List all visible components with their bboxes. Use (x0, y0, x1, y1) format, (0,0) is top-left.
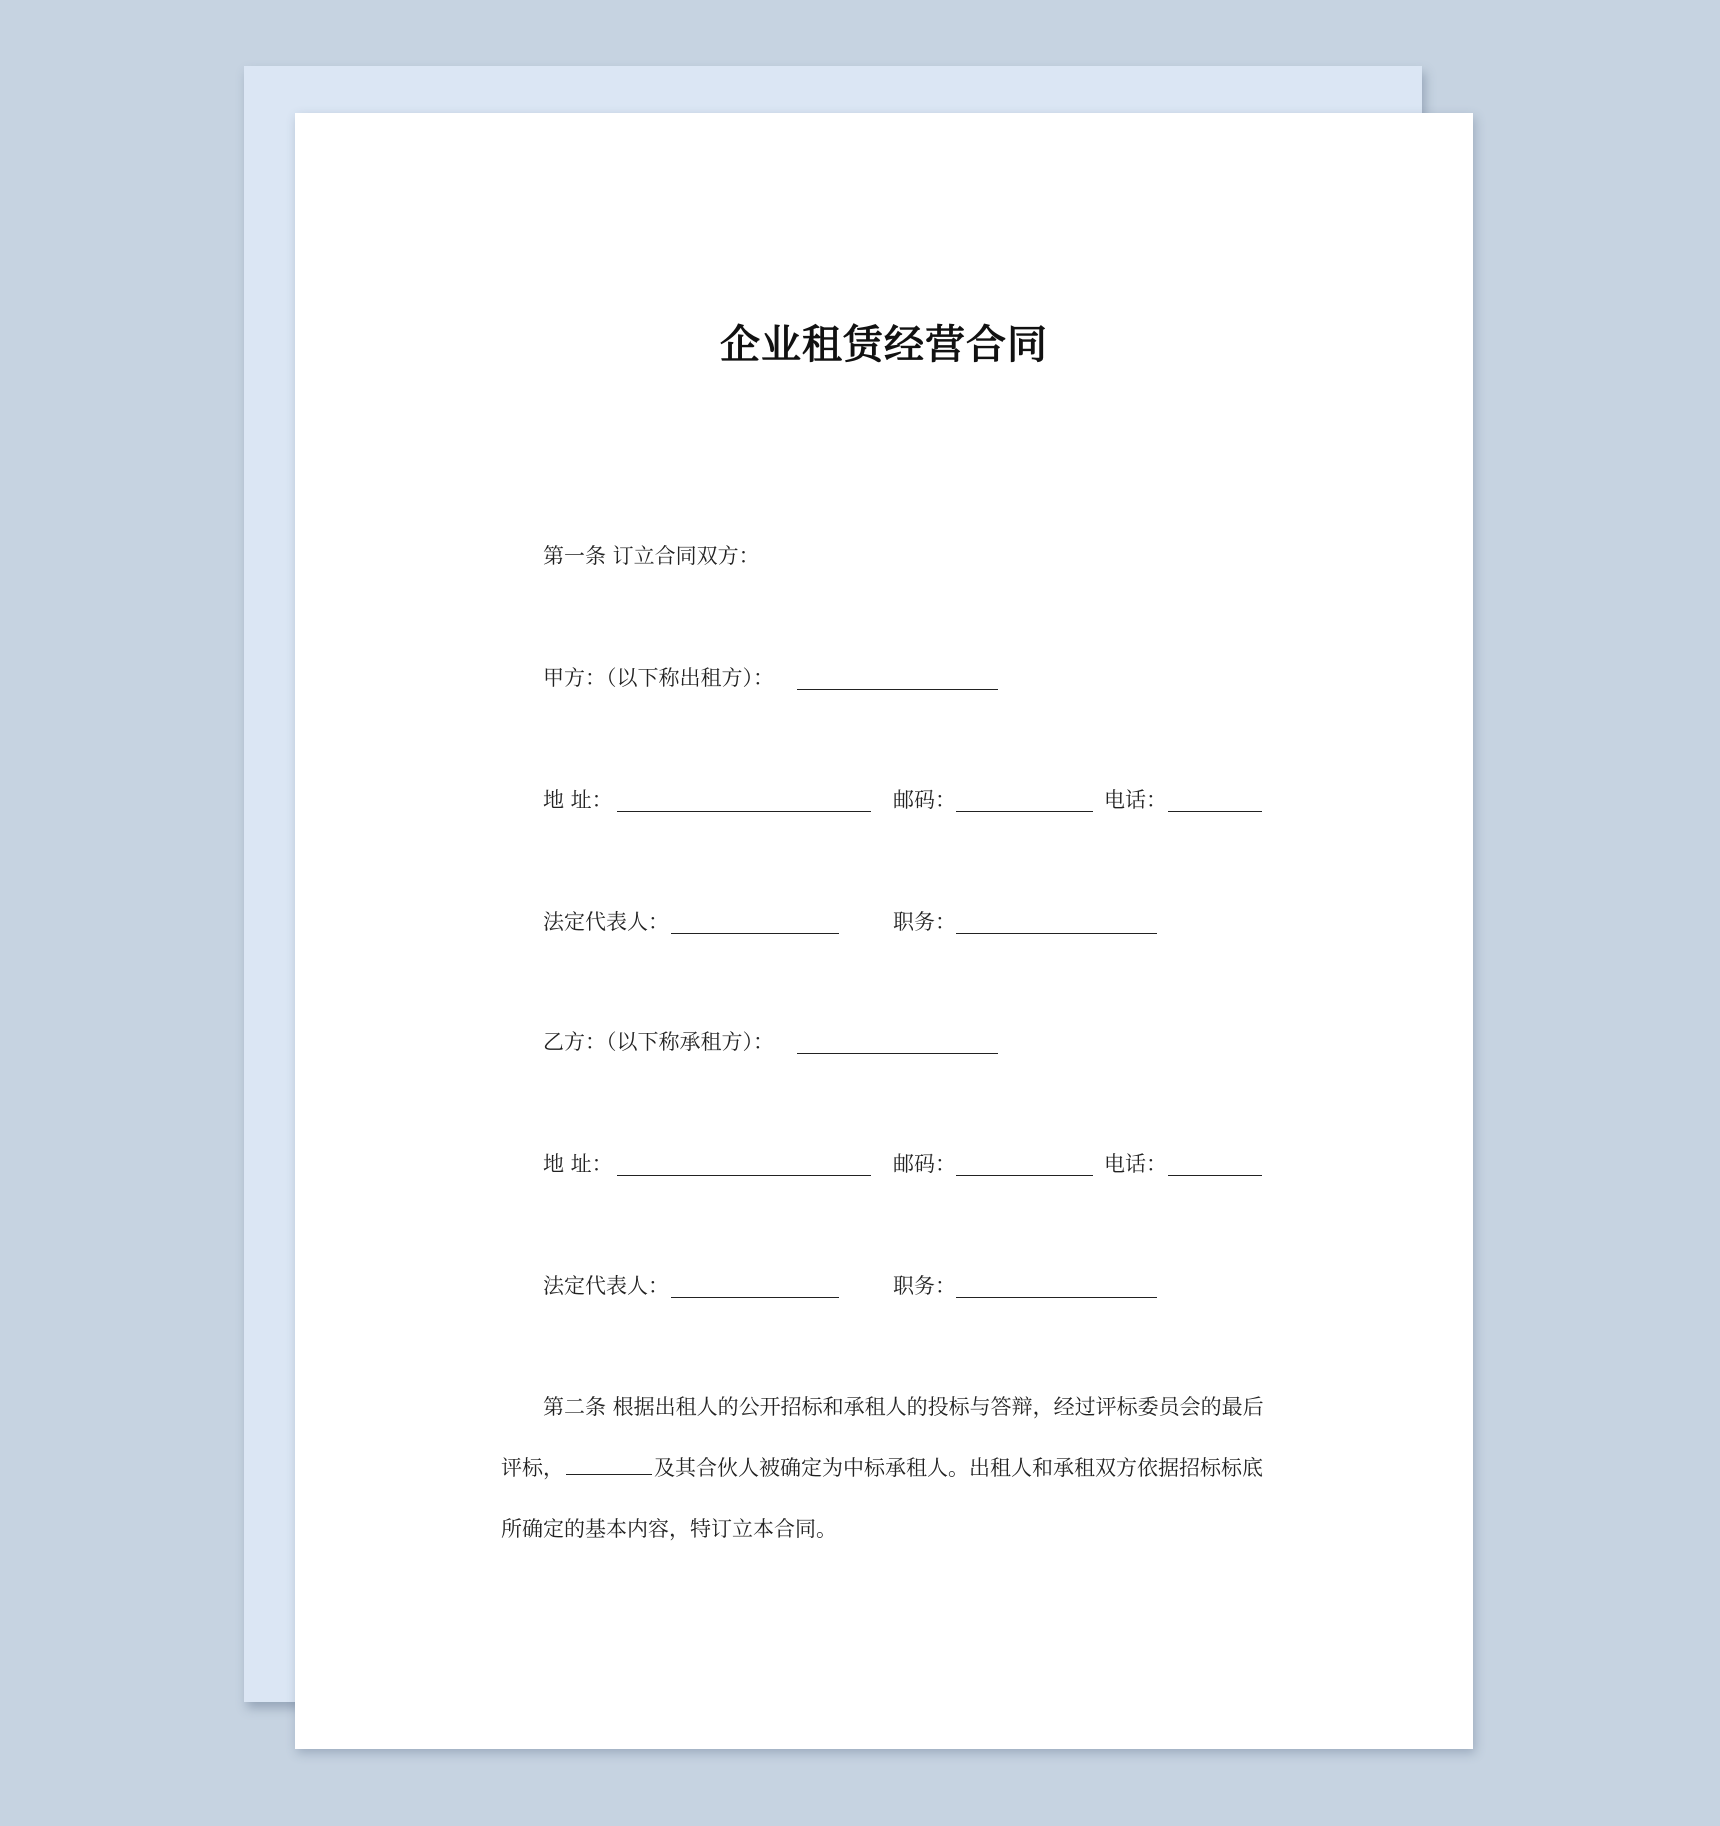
party-b-address-blank[interactable] (617, 1175, 871, 1176)
party-a-address-blank[interactable] (617, 811, 871, 812)
party-a-representative-label: 法定代表人： (543, 910, 669, 934)
document-page (295, 113, 1473, 1749)
party-b-phone-blank[interactable] (1168, 1175, 1262, 1176)
party-b-postcode-blank[interactable] (956, 1175, 1093, 1176)
party-a-address-label: 地 址： (543, 788, 613, 812)
party-a-phone-label: 电话： (1104, 788, 1167, 812)
party-a-position-blank[interactable] (956, 933, 1157, 934)
article2-line3: 所确定的基本内容，特订立本合同。 (501, 1517, 837, 1541)
article2-line2-end: 及其合伙人被确定为中标承租人。出租人和承租双方依据招标标底 (654, 1456, 1263, 1480)
party-a-postcode-blank[interactable] (956, 811, 1093, 812)
party-a-phone-blank[interactable] (1168, 811, 1262, 812)
article2-line2 (501, 1454, 1263, 1482)
party-b-address-label: 地 址： (543, 1152, 613, 1176)
party-b-position-blank[interactable] (956, 1297, 1157, 1298)
party-a-representative-blank[interactable] (671, 933, 839, 934)
party-b-label: 乙方：（以下称承租方）： (543, 1030, 774, 1054)
document-title: 企业租赁经营合同 (720, 322, 1048, 368)
party-b-representative-blank[interactable] (671, 1297, 839, 1298)
party-b-postcode-label: 邮码： (893, 1152, 956, 1176)
winning-bidder-blank[interactable] (566, 1454, 652, 1475)
article2-line2-start: 评标， (501, 1456, 564, 1480)
party-b-position-label: 职务： (893, 1274, 956, 1298)
party-b-representative-label: 法定代表人： (543, 1274, 669, 1298)
party-b-name-blank[interactable] (797, 1053, 998, 1054)
article2-line1: 第二条 根据出租人的公开招标和承租人的投标与答辩，经过评标委员会的最后 (543, 1395, 1264, 1419)
party-a-label: 甲方：（以下称出租方）： (543, 666, 774, 690)
party-a-name-blank[interactable] (797, 689, 998, 690)
party-a-position-label: 职务： (893, 910, 956, 934)
party-a-postcode-label: 邮码： (893, 788, 956, 812)
party-b-phone-label: 电话： (1104, 1152, 1167, 1176)
article1-heading: 第一条 订立合同双方： (543, 544, 760, 568)
